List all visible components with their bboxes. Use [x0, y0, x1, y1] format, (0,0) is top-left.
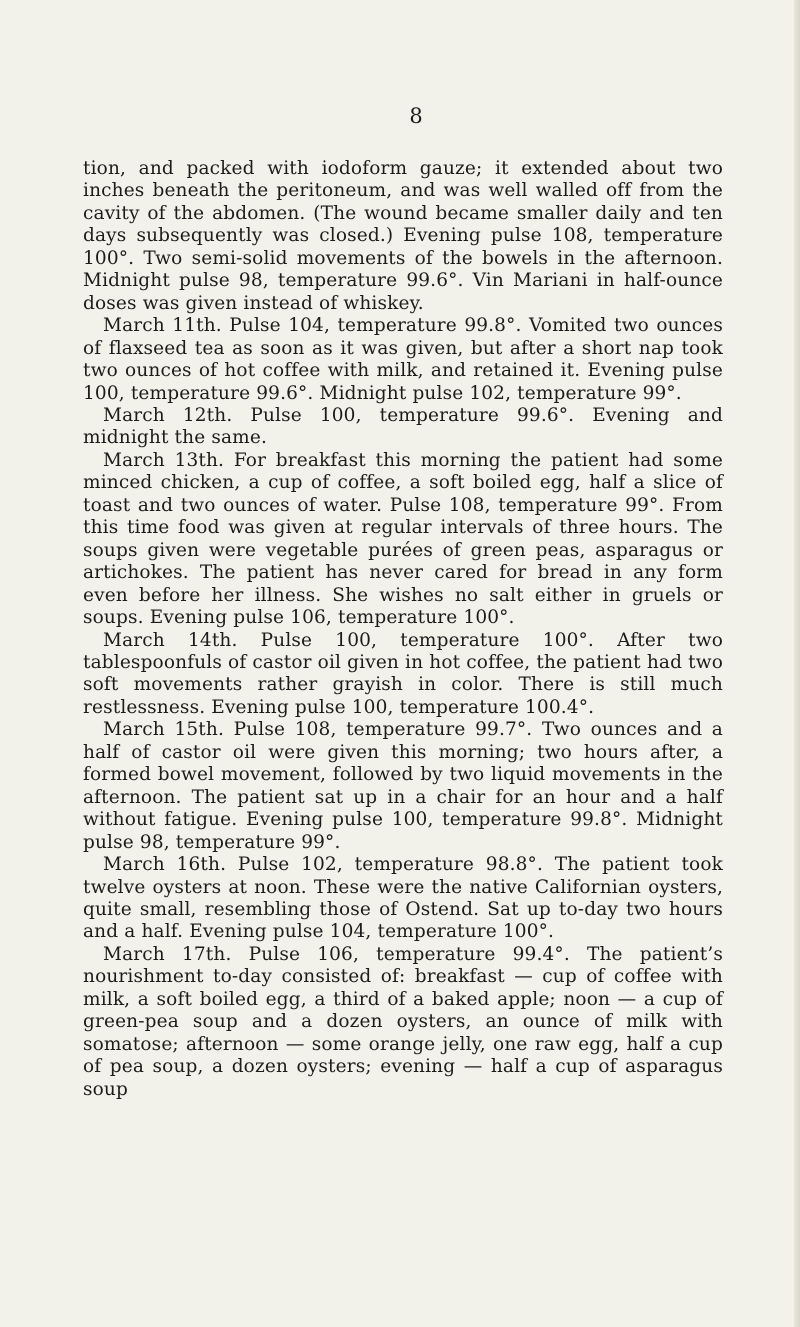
paragraph-march-16: March 16th. Pulse 102, temperature 98.8°. The patient took twelve oysters at noon. These were the native Californian oysters, quite small, resembling those of Ostend. Sat up to-day two hours and a half. Evening pulse 104, temperature 100°. — [83, 854, 723, 943]
paragraph-march-11: March 11th. Pulse 104, temperature 99.8°. Vomited two ounces of flaxseed tea as soon as it was given, but after a short nap took two ounces of hot coffee with milk, and retained it. Evening pulse 100, temperature 99.6°. Midnight pulse 102, temperature 99°. — [83, 315, 723, 404]
paragraph-march-13: March 13th. For breakfast this morning the patient had some minced chicken, a cup of coffee, a soft boiled egg, half a slice of toast and two ounces of water. Pulse 108, temperature 99°. From this time food was given at regular intervals of three hours. The soups given were vegetable purées of green peas, asparagus or artichokes. The patient has never cared for bread in any form even before her illness. She wishes no salt either in gruels or soups. Evening pulse 106, temperature 100°. — [83, 449, 723, 629]
paragraph-march-17: March 17th. Pulse 106, temperature 99.4°. The patient’s nourishment to-day consisted of: breakfast — cup of coffee with milk, a soft boiled egg, a third of a baked apple; noon — a cup of green-pea soup and a dozen oysters, an ounce of milk with somatose; afternoon — some orange jelly, one raw egg, half a cup of pea soup, a dozen oysters; evening — half a cup of asparagus soup — [83, 943, 723, 1100]
body-text — [83, 158, 723, 1101]
page-edge-shadow — [794, 0, 800, 1327]
paragraph-march-12: March 12th. Pulse 100, temperature 99.6°. Evening and midnight the same. — [83, 404, 723, 449]
paragraph-march-15: March 15th. Pulse 108, temperature 99.7°. Two ounces and a half of castor oil were given this morning; two hours after, a formed bowel movement, followed by two liquid movements in the afternoon. The patient sat up in a chair for an hour and a half without fatigue. Evening pulse 100, temperature 99.8°. Midnight pulse 98, temperature 99°. — [83, 719, 723, 853]
paragraph-continuation: tion, and packed with iodoform gauze; it extended about two inches beneath the peritoneum, and was well walled off from the cavity of the abdomen. (The wound became smaller daily and ten days subsequently was closed.) Evening pulse 108, temperature 100°. Two semi-solid movements of the bowels in the afternoon. Midnight pulse 98, temperature 99.6°. Vin Mariani in half-ounce doses was given instead of whiskey. — [83, 158, 723, 314]
paragraph-march-14: March 14th. Pulse 100, temperature 100°. After two tablespoonfuls of castor oil given in hot coffee, the patient had two soft movements rather grayish in color. There is still much restlessness. Evening pulse 100, temperature 100.4°. — [83, 629, 723, 718]
page-number: 8 — [409, 104, 423, 128]
